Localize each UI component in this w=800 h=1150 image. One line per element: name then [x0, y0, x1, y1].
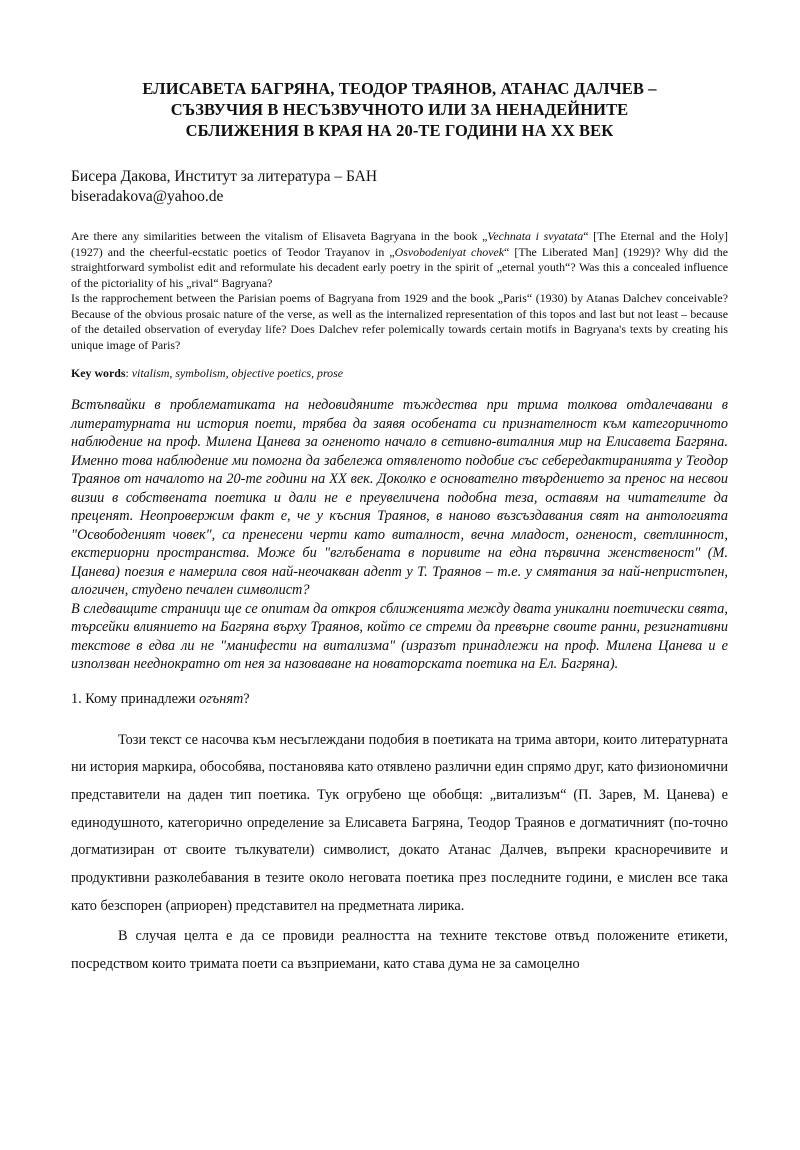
keywords-separator: : [125, 366, 132, 380]
abstract-paragraph-1 [71, 229, 728, 291]
author-block [71, 167, 728, 207]
section-heading-end: ? [243, 690, 250, 707]
body-paragraph-1: Този текст се насочва към несъглеждани подобия в поетиката на трима автори, които литературната ни история маркира, обособява, постановява като отявлено различни един спрямо друг, като физиономични представители на даден тип поетика. Тук огрубено ще обобщя: „витализъм“ (П. Зарев, М. Цанева) е единодушното, категорично определение за Елисавета Багряна, Теодор Траянов е догматичният (по-точно догматизиран от своите тълкуватели) символист, докато Атанас Далчев, въпреки красноречивите и продуктивни разколебавания в тезите около неговата поетика през последните години, е мислен все така като безспорен (априорен) представител на предметната лирика. [71, 731, 729, 914]
keywords-label: Key words [71, 366, 126, 380]
paper-title [71, 78, 728, 141]
book-title-italic: Vechnata i svyatata [487, 229, 584, 243]
title-line-3: СБЛИЖЕНИЯ В КРАЯ НА 20-ТЕ ГОДИНИ НА ХХ ВЕК [185, 121, 614, 140]
abstract-text: “ [The Eternal and the Holy] (1927) and the cheerful-ecstatic poetics of Teodor Trayanov in „ [71, 229, 729, 259]
abstract-paragraph-2: Is the rapprochement between the Parisian poems of Bagryana from 1929 and the book „Paris“ (1930) by Atanas Dalchev conceivable? Because of the obvious prosaic nature of the verse, as well as the internalized representation of this topos and last but not least – because of the detailed observation of everyday life? Does Dalchev refer polemically towards certain motifs in Bagryana's texts by creating his unique image of Paris? [71, 291, 728, 352]
intro-paragraph-2: В следващите страници ще се опитам да открoя сближенията между двата уникални поетически свята, търсейки влиянието на Багряна върху Траянов, който се стреми да превърне своите ранни, резигнативни текстове в едва ли не "манифести на витализма" (изразът принадлежи на проф. Милена Цанева и е използван нееднократно от нея за назоваване на новаторската поетика на Ел. Багряна). [71, 600, 728, 672]
keywords-values: vitalism, symbolism, objective poetics, prose [131, 366, 344, 380]
book-title-italic: Osvobodeniyat chovek [394, 244, 505, 259]
section-heading [71, 690, 728, 709]
title-line-2: СЪЗВУЧИЯ В НЕСЪЗВУЧНОТО ИЛИ ЗА НЕНАДЕЙНИТЕ [170, 100, 629, 119]
section-heading-text: 1. Кому принадлежи [71, 690, 200, 707]
paper-page [71, 0, 728, 979]
intro-italic [71, 396, 728, 674]
body-paragraph-2: В случая целта е да се провиди реалността на техните текстове отвъд положените етикети, посредством които тримата поети са възприемани, като става дума не за самоцелно [71, 928, 728, 973]
title-line-1: ЕЛИСАВЕТА БАГРЯНА, ТЕОДОР ТРАЯНОВ, АТАНАС ДАЛЧЕВ – [142, 79, 657, 98]
abstract-text: “ [The Liberated Man] (1929)? Why did the straightforward symbolist edit and reformulate his decadent early poetry in the spirit of „eternal youth“? Was this a concealed influence of the pictoriality of his „rival“ Bagryana? [71, 244, 728, 290]
section-heading-italic: огънят [199, 690, 244, 707]
body-text [71, 727, 728, 979]
intro-paragraph-1: Встъпвайки в проблематиката на недовидяните тъждества при трима толкова отдалечавани в литературната ни история поети, трябва да заявя особената си признателност към категоричното наблюдение на проф. Милена Цанева за огненото начало в сетивно-виталния мир на Елисавета Багряна. Именно това наблюдение ми помогна да забележа отявленото подобие със себередактиранията у Теодор Траянов от началото на 20-те години на ХХ век. Доколко е основателно твърдението за пренос на несвои визии в собствената поетика и дали не е преувеличена подобна теза, оставям на читателите да преценят. Неопровержим факт е, че у късния Траянов, в наново възсъздавания свят на антологията "Освободеният човек", са пренесени черти като виталност, вечна младост, огненост, светлинност, екстериорни пространства. Може би "вглъбената в поривите на една първична женственост" (М. Цанева) поезия е намерила своя най-неочакван адепт у Т. Траянов – т.е. у смятания за най-непристъпен, алогичен, студено печален символист? [71, 397, 728, 598]
author-email: biseradakova@yahoo.de [71, 188, 224, 205]
author-affiliation: Бисера Дакова, Институт за литература – БАН [71, 168, 378, 185]
abstract-text: Are there any similarities between the vitalism of Elisaveta Bagryana in the book „ [71, 229, 488, 243]
keywords [71, 366, 728, 381]
abstract [71, 229, 728, 353]
